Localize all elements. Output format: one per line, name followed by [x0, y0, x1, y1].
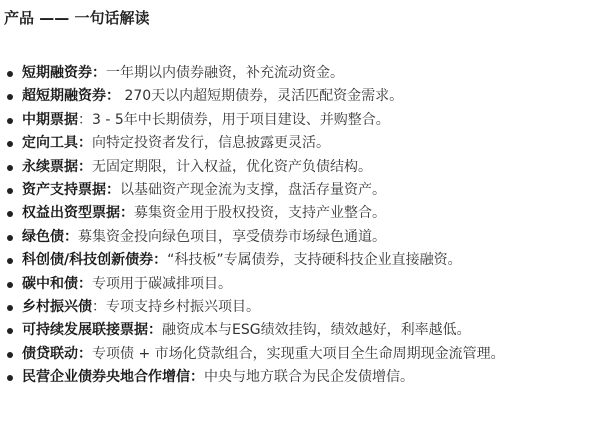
- item-description: 中央与地方联合为民企发债增信。: [204, 369, 414, 386]
- item-description: 专项债 + 市场化贷款组合，实现重大项目全生命周期现金流管理。: [92, 345, 505, 362]
- item-description: 向特定投资者发行，信息披露更灵活。: [92, 135, 330, 152]
- item-description: 以基础资产现金流为支撑，盘活存量资产。: [120, 181, 386, 198]
- item-description: 专项用于碳减排项目。: [92, 275, 232, 292]
- bullet-icon: [7, 211, 13, 217]
- item-term: 定向工具：: [22, 135, 92, 152]
- item-description: 募集资金投向绿色项目，享受债券市场绿色通道。: [78, 228, 386, 245]
- item-term: 乡村振兴债: [22, 298, 92, 315]
- item-term: 超短期融资券：: [22, 88, 120, 105]
- bullet-icon: [7, 328, 13, 334]
- item-description: 融资成本与ESG绩效挂钩，绩效越好，利率越低。: [162, 322, 471, 339]
- item-term: 短期融资券：: [22, 65, 106, 81]
- item-term: 永续票据：: [22, 158, 92, 175]
- bullet-icon: [7, 352, 13, 358]
- list-item: [0, 249, 505, 272]
- bullet-icon: [7, 141, 13, 147]
- list-item: [0, 85, 505, 108]
- list-item: [0, 273, 505, 296]
- bullet-icon: [7, 282, 13, 288]
- bullet-icon: [7, 165, 13, 171]
- item-description: 一年期以内债券融资，补充流动资金。: [106, 65, 344, 81]
- bullet-icon: [7, 258, 13, 264]
- item-description: ：专项支持乡村振兴项目。: [92, 298, 260, 315]
- list-item: [0, 343, 505, 366]
- bullet-icon: [7, 305, 13, 311]
- list-item: [0, 366, 505, 389]
- item-term: 碳中和债：: [22, 275, 92, 292]
- item-term: 绿色债：: [22, 228, 78, 245]
- list-item: [0, 156, 505, 179]
- list-item: [0, 109, 505, 132]
- item-description: “科技板”专属债券，支持硬科技企业直接融资。: [167, 252, 462, 269]
- list-item: [0, 202, 505, 225]
- bullet-icon: [7, 235, 13, 241]
- item-description: ：3 - 5年中长期债券，用于项目建设、并购整合。: [78, 111, 390, 128]
- section-heading: 产品 —— 一句话解读: [4, 9, 150, 27]
- item-description: 无固定期限，计入权益，优化资产负债结构。: [92, 158, 372, 175]
- list-item: [0, 179, 505, 202]
- list-item: [0, 62, 505, 85]
- item-term: 债贷联动：: [22, 345, 92, 362]
- bullet-icon: [7, 118, 13, 124]
- list-item: [0, 296, 505, 319]
- item-description: 270天以内超短期债券，灵活匹配资金需求。: [120, 88, 404, 105]
- item-term: 资产支持票据：: [22, 181, 120, 198]
- item-term: 科创债/科技创新债券：: [22, 252, 168, 269]
- item-description: 募集资金用于股权投资，支持产业整合。: [134, 205, 386, 222]
- list-item: [0, 319, 505, 342]
- bullet-icon: [7, 188, 13, 194]
- item-term: 可持续发展联接票据：: [22, 322, 162, 339]
- list-item: [0, 226, 505, 249]
- bullet-icon: [7, 71, 13, 77]
- list-item: [0, 132, 505, 155]
- item-term: 中期票据: [22, 111, 78, 128]
- bullet-icon: [7, 375, 13, 381]
- bullet-icon: [7, 94, 13, 100]
- item-term: 权益出资型票据：: [22, 205, 134, 222]
- item-term: 民营企业债券央地合作增信：: [22, 369, 204, 386]
- product-list: [0, 62, 505, 389]
